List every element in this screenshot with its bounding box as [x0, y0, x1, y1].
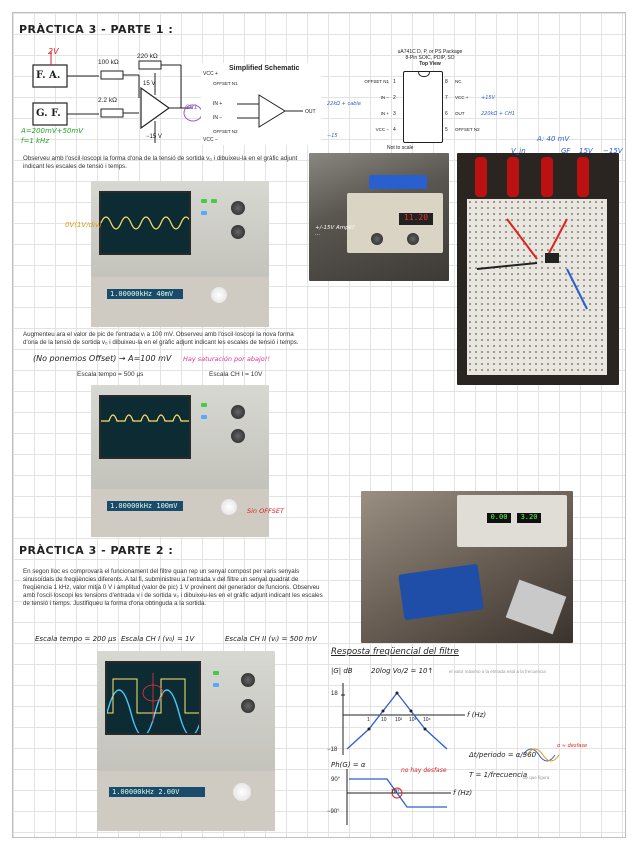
- resistor-r2-label: 2.2 kΩ: [98, 97, 117, 104]
- pin-number: 8: [445, 79, 448, 85]
- pin-note-right: 220kΩ + CH1: [481, 111, 516, 117]
- scope-trace: [101, 193, 189, 253]
- probe-red: [541, 157, 553, 197]
- bread-15v-tag: 15V: [579, 147, 593, 155]
- gain-xtick: 10: [381, 717, 387, 723]
- phase-note: no hay desfase: [401, 767, 447, 774]
- vminus-label: −15 V: [146, 134, 162, 140]
- scope-screen: [99, 395, 191, 459]
- saturation-note: Hay saturación por abajo!!: [183, 355, 270, 363]
- photo-breadboard: [457, 153, 619, 385]
- frequency-annotation: f=1 kHz: [21, 137, 49, 145]
- scope-button: [201, 415, 207, 419]
- scope-knob: [231, 201, 245, 215]
- pin-number: 4: [393, 127, 396, 133]
- generator-knob: [233, 783, 251, 801]
- pin-number: 3: [393, 111, 396, 117]
- gain-xtick: 10³: [409, 717, 417, 723]
- formula-note: de que figura: [523, 775, 550, 780]
- scope-button: [213, 671, 219, 675]
- supply-knob: [371, 233, 383, 245]
- ch1-label: CH1: [185, 104, 198, 111]
- pin-label-left: IN −: [380, 95, 389, 100]
- pin-label-right: OFFSET N2: [455, 127, 480, 132]
- formula-period: T = 1/frecuencia: [469, 771, 528, 779]
- amplitude-annotation: A=200mV+50mV: [21, 127, 84, 135]
- mini-note: α ≈ desfase: [557, 743, 588, 749]
- package-line3: Top View: [419, 61, 441, 67]
- probe-red: [475, 157, 487, 197]
- scope-button: [201, 403, 207, 407]
- scope-knob: [241, 673, 255, 687]
- generator-display: 1.00000kHz 40mV: [107, 289, 183, 299]
- offset-n2-label: OFFSET N2: [213, 129, 238, 134]
- scope-button: [211, 199, 217, 203]
- pin-note-left: −15: [327, 133, 338, 139]
- pin-label-left: VCC −: [375, 127, 389, 132]
- opamp-symbol: [237, 93, 303, 129]
- gain-equation: 20log Vo/2 = 10↑: [371, 667, 434, 675]
- supply-module: [369, 175, 427, 189]
- offset-note: (No ponemos Offset) → A=100 mV: [33, 354, 172, 363]
- generator-knob: [211, 287, 227, 303]
- gain-xlabel: f (Hz): [467, 711, 487, 719]
- pin-number: 6: [445, 111, 448, 117]
- component-bag: [506, 580, 567, 635]
- photo-power-supply: [309, 153, 449, 281]
- gf-label: G. F.: [36, 108, 61, 119]
- instruction-paragraph-3: En segon lloc es comprovarà el funcionament del filtre quan rep un senyal compost per varis senyals sinusoïdals de freqüències diferents. A tal fi, subministreu a l'entrada v del filtre un senyal quadrat de freqüència 1 kHz, valor mitjà 0 V i amplitud (valor de pic) 1 V provinent del generador de funcions. Observeu amb l'oscil·loscopi les tensions d'entrada v i de sortida v₀ i dibuixeu-les en el gràfic adjunt indicant les escales de tensió i temps. Justifiqueu la forma d'ona obtinguda a la sortida.: [23, 568, 323, 607]
- simplified-schematic: [201, 63, 321, 145]
- pin-note-right: +15V: [481, 95, 495, 101]
- schematic-title: Simplified Schematic: [229, 65, 300, 72]
- bread-minus15v-tag: −15V: [603, 147, 623, 155]
- pin-number: 5: [445, 127, 448, 133]
- gain-axis-label: |G| dB: [331, 667, 353, 675]
- scope1-tag: 0V(1V/div): [65, 221, 102, 229]
- scope-screen: [99, 191, 191, 255]
- phase-plot: [343, 767, 453, 827]
- instruction-paragraph-2: Augmenteu ara el valor de pic de l'entrada vᵢ a 100 mV. Observeu amb l'oscil·loscopi la nova forma d'ona de la tensió de sortida v₀ i dibuixeu-la en el gràfic adjunt indicant les escales de tensió i temps.: [23, 331, 299, 346]
- generator-display: 1.00000kHz 100mV: [107, 501, 183, 511]
- bread-amp-tag: A: 40 mV: [537, 135, 570, 143]
- scope-knob: [231, 429, 245, 443]
- kit-display-a: 3.20: [517, 513, 541, 523]
- breadboard-holes: [467, 199, 607, 375]
- pin-number: 2: [393, 95, 396, 101]
- scope-button: [201, 199, 207, 203]
- scope-knob: [241, 699, 255, 713]
- scope-trace: [101, 397, 189, 457]
- voltage-annotation: 2V: [48, 47, 59, 56]
- scope-trace: [107, 663, 199, 733]
- photo-oscilloscope-1: [91, 181, 269, 327]
- fa-label: F. A.: [36, 70, 61, 81]
- scope-knob: [231, 405, 245, 419]
- gain-tick-top: 18: [331, 691, 338, 697]
- scale-time-label: Escala tempo = 500 μs: [77, 371, 144, 378]
- gain-xtick: 1: [367, 717, 370, 723]
- offset-n1-label: OFFSET N1: [213, 81, 238, 86]
- scope-screen: [105, 661, 201, 735]
- pin-number: 7: [445, 95, 448, 101]
- resistor-r3-label: 220 kΩ: [137, 53, 158, 60]
- pin-label-left: IN +: [380, 111, 389, 116]
- p2-scale-time: Escala tempo = 200 μs: [35, 635, 117, 643]
- package-line2: 8-Pin SOIC, PDIP, SO: [405, 55, 455, 61]
- supply-knob: [407, 233, 419, 245]
- generator-display: 1.00000kHz 2.00V: [109, 787, 205, 797]
- package-diagram: [327, 45, 527, 153]
- p2-scale-ch2: Escala CH II (vᵢ) = 500 mV: [225, 635, 317, 643]
- phase-tick-top: 90°: [331, 777, 341, 783]
- part2-title: PRÀCTICA 3 - PARTE 2 :: [19, 544, 174, 557]
- supply-body: [457, 495, 567, 547]
- photo-oscilloscope-3: [97, 651, 275, 831]
- kit-display-v: 0.00: [487, 513, 511, 523]
- p2-scale-ch1: Escala CH I (v₀) = 1V: [121, 635, 195, 643]
- bread-gf-tag: GF: [561, 147, 571, 155]
- formula-phase: Δt/periodo = α/360: [469, 751, 537, 759]
- scope-button: [201, 211, 207, 215]
- gain-plot: [339, 679, 469, 759]
- pin-label-left: OFFSET N1: [364, 79, 389, 84]
- part1-title: PRÀCTICA 3 - PARTE 1 :: [19, 23, 174, 36]
- phase-xlabel: f (Hz): [453, 789, 473, 797]
- phase-tick-bottom: −90°: [327, 809, 340, 815]
- generator-body: [97, 771, 275, 831]
- supply-display: 11.20: [399, 213, 433, 225]
- out-label: OUT: [305, 109, 316, 115]
- probe-red: [507, 157, 519, 197]
- response-title: Resposta freqüencial del filtre: [331, 647, 459, 657]
- vcc-plus-label: VCC +: [203, 71, 218, 77]
- phase-xtick: 10³: [391, 789, 399, 795]
- generator-body: [91, 489, 269, 537]
- scale-ch-label: Escala CH I = 10V: [209, 371, 263, 378]
- pcb-board: [398, 564, 484, 621]
- supply-tag: +/-15V Ampli? ...: [315, 225, 355, 237]
- gain-tick-bottom: −18: [327, 747, 338, 753]
- gain-xtick: 10²: [395, 717, 403, 723]
- side-note: el valor máximo a la entrada está a la frecuencia: [449, 669, 546, 674]
- bread-vin-tag: V_in: [511, 147, 526, 155]
- phase-axis-label: Ph(G) = α: [331, 761, 366, 769]
- resistor-r1-label: 100 kΩ: [98, 59, 119, 66]
- pin-note-left: 22kΩ + cable: [327, 101, 361, 107]
- vplus-label: 15 V: [143, 81, 156, 87]
- notebook-page: [12, 12, 626, 838]
- dip-body: [403, 71, 443, 143]
- probe-red: [577, 157, 589, 197]
- in-plus-label: IN +: [213, 101, 223, 107]
- scope-knob: [231, 225, 245, 239]
- no-offset-tag: Sin OFFSET: [247, 507, 284, 515]
- pin-label-right: VCC +: [455, 95, 469, 100]
- generator-knob: [221, 499, 237, 515]
- pin-label-right: OUT: [455, 111, 465, 116]
- package-line1: uA741C D, P, or PS Package: [397, 49, 463, 55]
- instruction-paragraph-1: Observeu amb l'oscil·loscopi la forma d'ona de la tensió de sortida v₀ i dibuixeu-la en el gràfic adjunt indicant les escales de tensió i temps.: [23, 155, 298, 170]
- pin-number: 1: [393, 79, 396, 85]
- pin-label-right: NC: [455, 79, 462, 84]
- generator-body: [91, 277, 269, 327]
- photo-oscilloscope-2: [91, 385, 269, 537]
- package-footer: Not to scale: [387, 145, 414, 151]
- in-minus-label: IN −: [213, 115, 223, 121]
- vcc-minus-label: VCC −: [203, 137, 218, 143]
- dip-notch: [418, 71, 430, 77]
- gain-xtick: 10⁴: [423, 717, 431, 723]
- photo-circuit-kit: [361, 491, 573, 643]
- scope-button: [213, 683, 219, 687]
